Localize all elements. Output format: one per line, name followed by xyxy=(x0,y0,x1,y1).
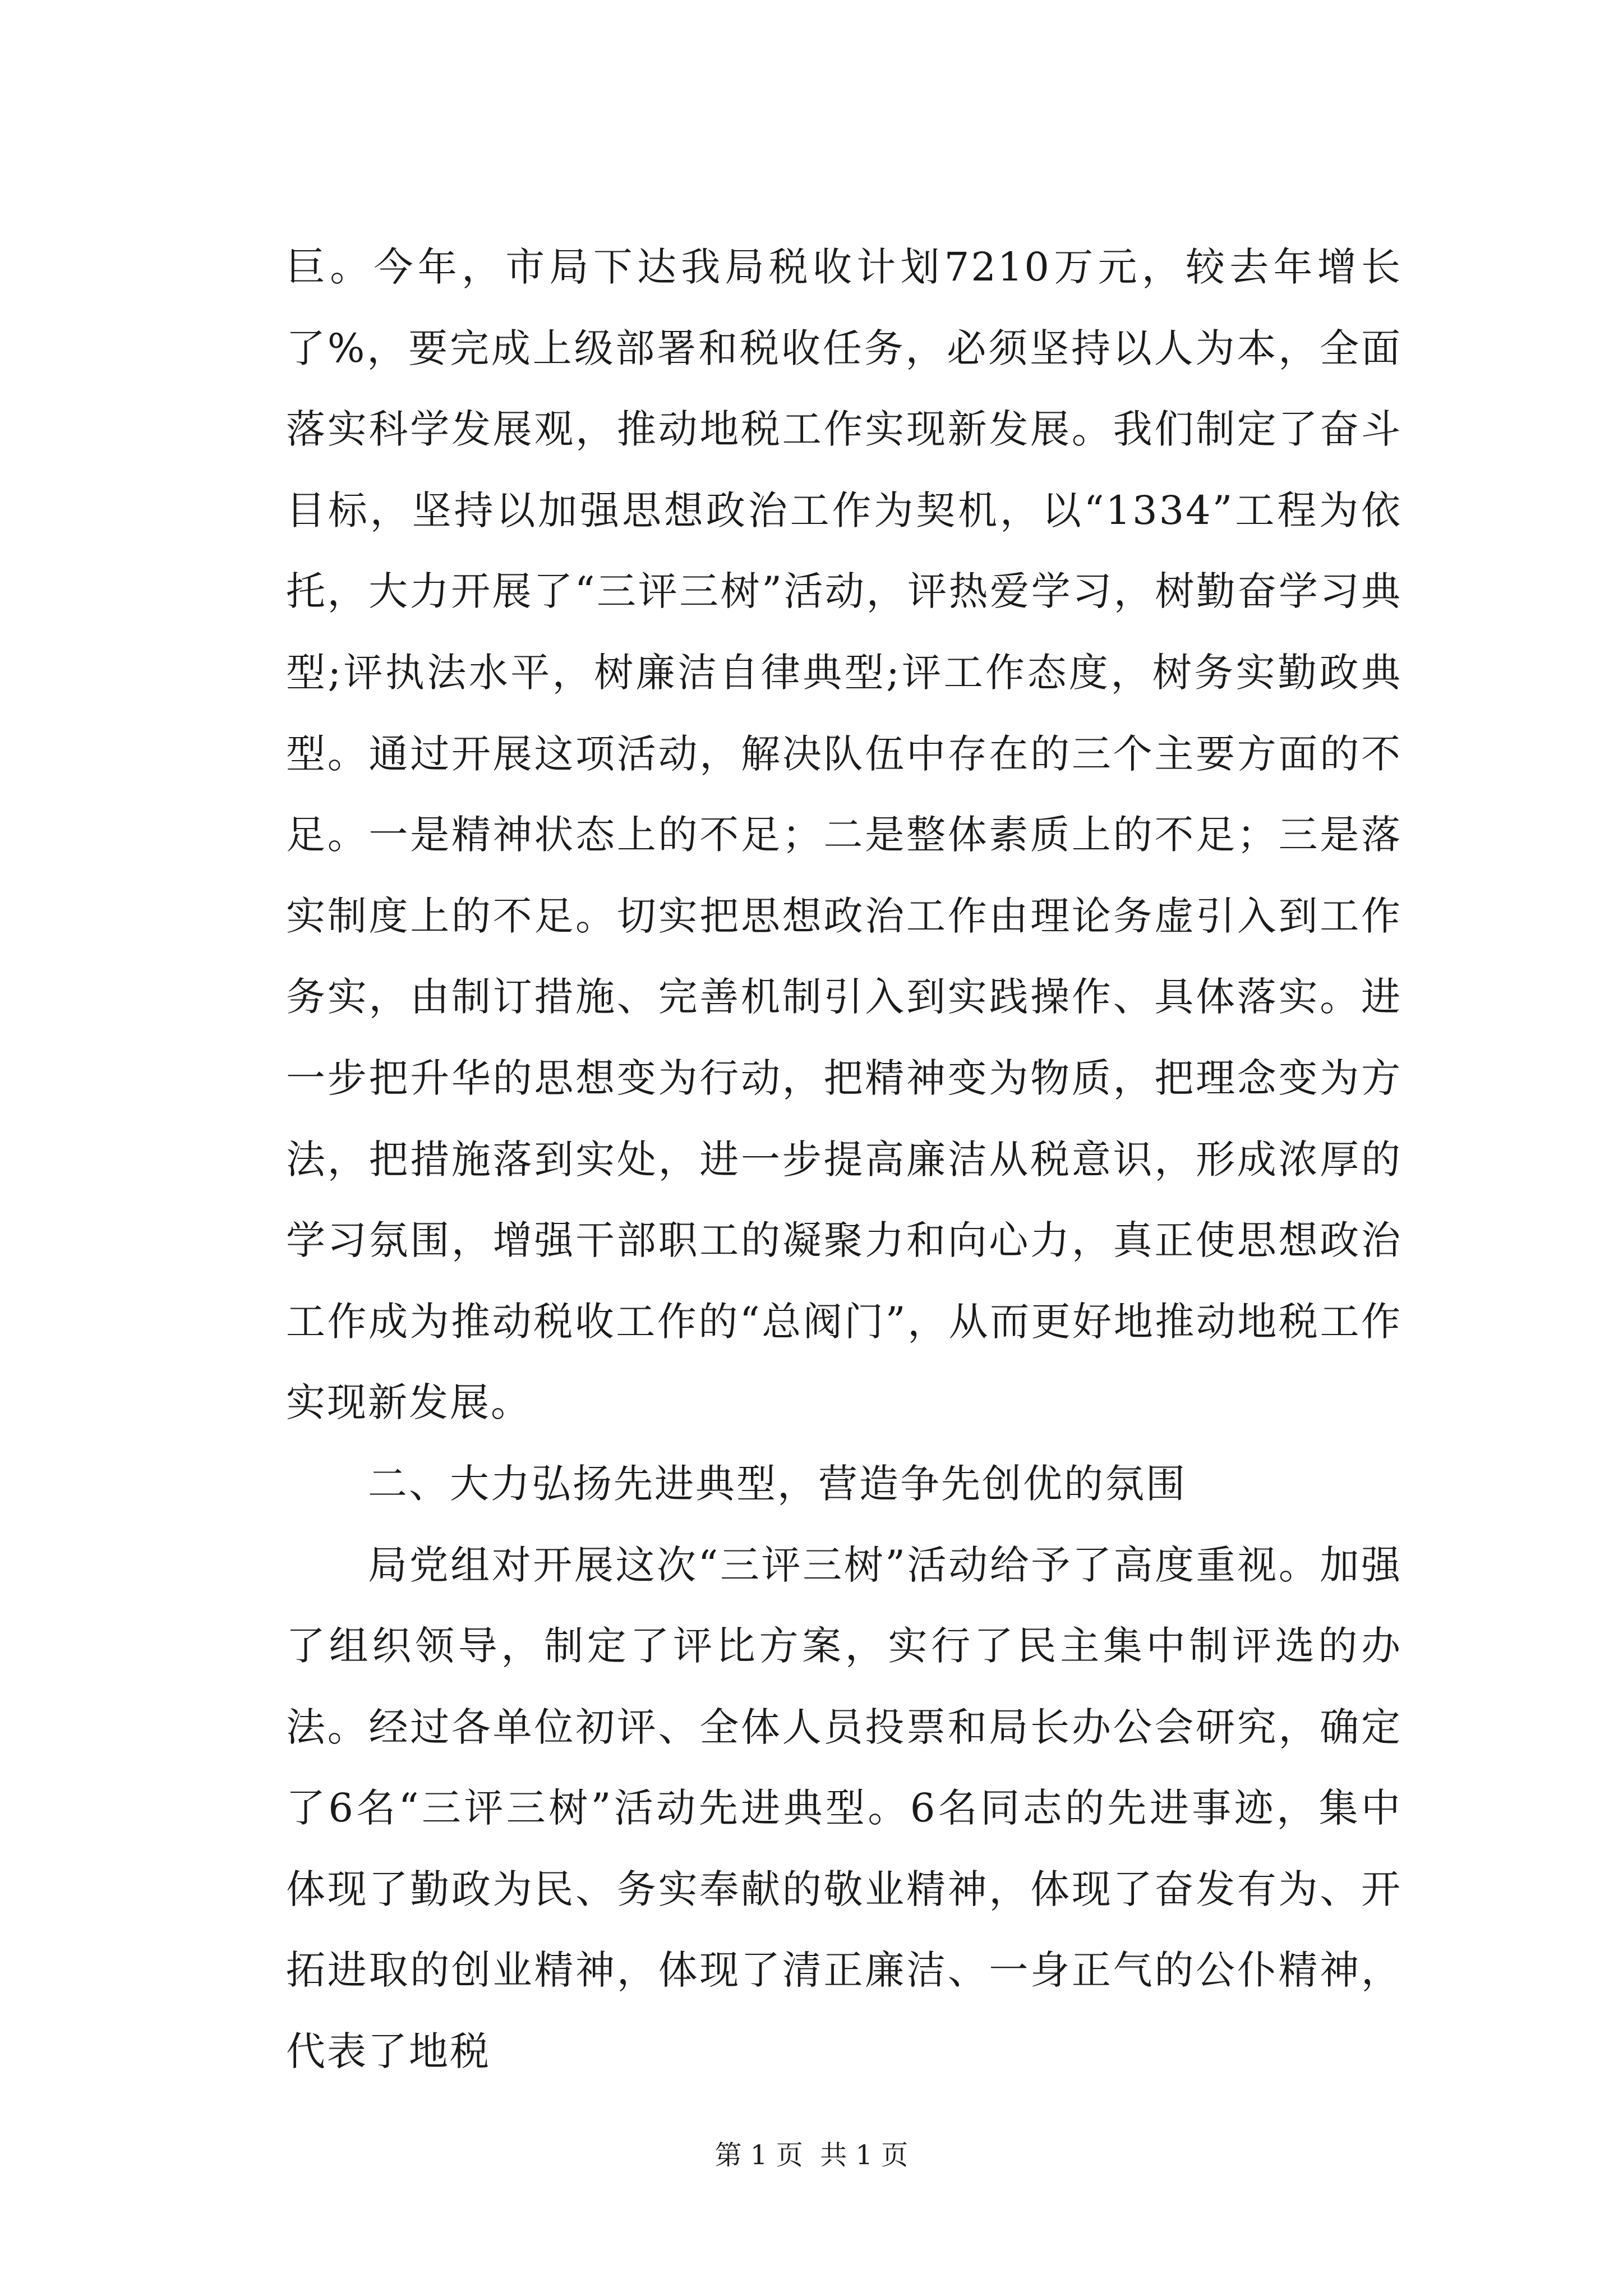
document-body xyxy=(286,227,1402,2092)
paragraph-2: 局党组对开展这次“三评三树”活动给予了高度重视。加强了组织领导，制定了评比方案，实行了民主集中制评选的办法。经过各单位初评、全体人员投票和局长办公会研究，确定了6名“三评三树”活动先进典型。6名同志的先进事迹，集中体现了勤政为民、务实奉献的敬业精神，体现了奋发有为、开拓进取的创业精神，体现了清正廉洁、一身正气的公仆精神，代表了地税 xyxy=(286,1542,1402,2075)
page-footer: 第 1 页 共 1 页 xyxy=(714,2139,909,2171)
paragraph-1: 巨。今年，市局下达我局税收计划7210万元，较去年增长了%，要完成上级部署和税收任务，必须坚持以人为本，全面落实科学发展观，推动地税工作实现新发展。我们制定了奋斗目标，坚持以加强思想政治工作为契机，以“1334”工程为依托，大力开展了“三评三树”活动，评热爱学习，树勤奋学习典型;评执法水平，树廉洁自律典型;评工作态度，树务实勤政典型。通过开展这项活动，解决队伍中存在的三个主要方面的不足。一是精神状态上的不足；二是整体素质上的不足；三是落实制度上的不足。切实把思想政治工作由理论务虚引入到工作务实，由制订措施、完善机制引入到实践操作、具体落实。进一步把升华的思想变为行动，把精神变为物质，把理念变为方法，把措施落到实处，进一步提高廉洁从税意识，形成浓厚的学习氛围，增强干部职工的凝聚力和向心力，真正使思想政治工作成为推动税收工作的“总阀门”，从而更好地推动地税工作实现新发展。 xyxy=(286,244,1402,1426)
section-heading: 二、大力弘扬先进典型，营造争先创优的氛围 xyxy=(368,1460,1187,1507)
